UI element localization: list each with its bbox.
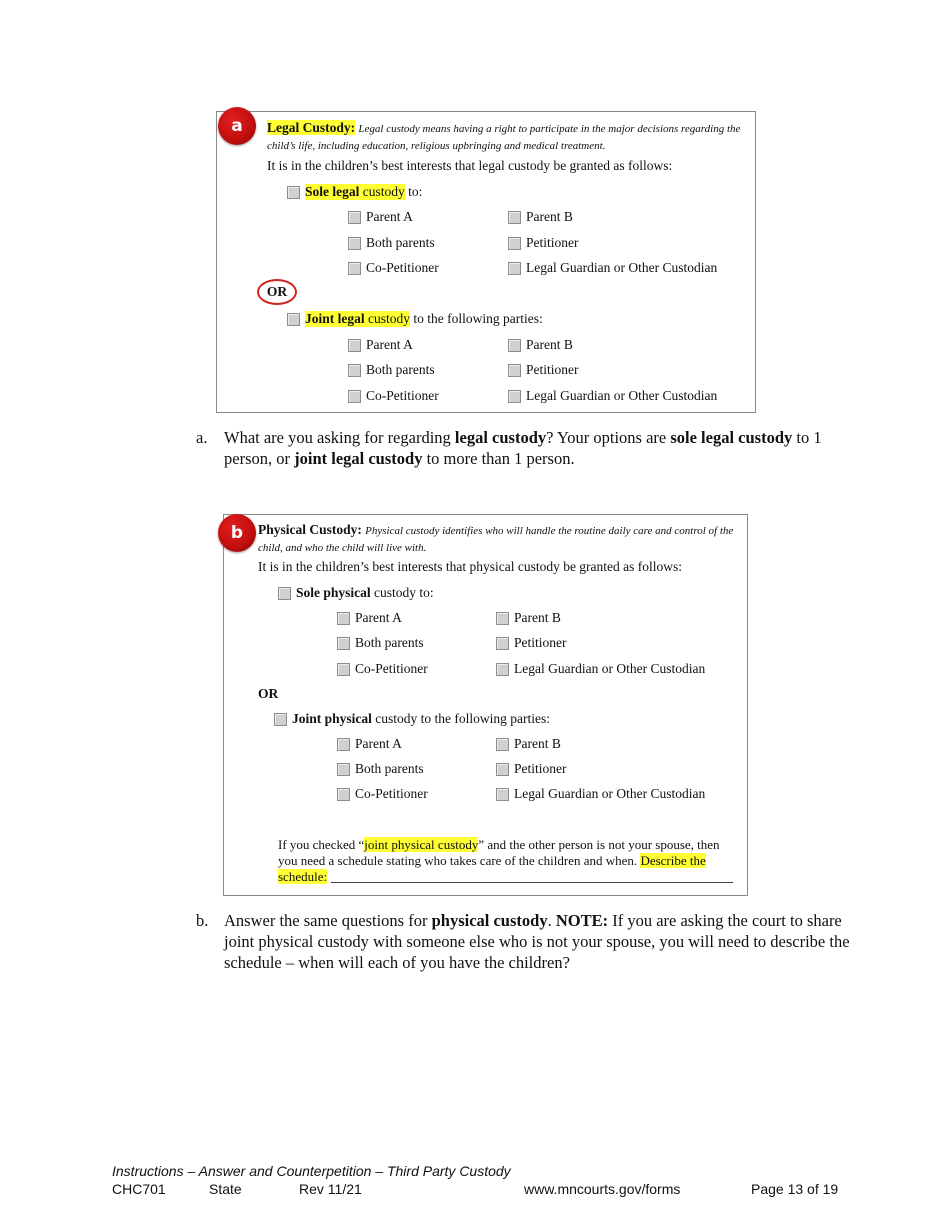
joint-legal-label-rest: to the following parties: xyxy=(413,311,543,326)
option-label: Legal Guardian or Other Custodian xyxy=(526,388,718,403)
legal-custody-heading xyxy=(267,120,751,154)
joint-physical-custody-option[interactable] xyxy=(274,711,550,727)
option-label: Petitioner xyxy=(514,635,567,650)
checkbox[interactable] xyxy=(337,663,350,676)
instruction-b-text: Answer the same questions for physical custody. NOTE: If you are asking the court to share joint physical custody with someone else who is not your spouse, you will need to describe the schedule – when will each of you have the children? xyxy=(224,911,850,972)
legal-joint-guardian[interactable] xyxy=(508,388,717,404)
physical-sole-co-petitioner[interactable] xyxy=(337,661,428,677)
physical-custody-title: Physical Custody: xyxy=(258,522,362,537)
option-label: Petitioner xyxy=(526,362,579,377)
sole-physical-label-rest: custody to: xyxy=(374,585,434,600)
sole-legal-custody-checkbox[interactable] xyxy=(287,186,300,199)
checkbox[interactable] xyxy=(496,738,509,751)
checkbox[interactable] xyxy=(508,339,521,352)
checkbox[interactable] xyxy=(348,390,361,403)
footer-website-link[interactable]: www.mncourts.gov/forms xyxy=(524,1181,681,1197)
checkbox[interactable] xyxy=(496,763,509,776)
legal-sole-co-petitioner[interactable] xyxy=(348,260,439,276)
option-label: Co-Petitioner xyxy=(366,260,439,275)
option-label: Both parents xyxy=(366,235,435,250)
footer-form-code: CHC701 xyxy=(112,1181,166,1197)
joint-legal-custody-option[interactable] xyxy=(287,311,543,327)
option-label: Legal Guardian or Other Custodian xyxy=(514,661,706,676)
option-label: Co-Petitioner xyxy=(355,661,428,676)
option-label: Parent A xyxy=(366,337,413,352)
physical-joint-parent-b[interactable] xyxy=(496,736,561,752)
sole-physical-label: Sole physical xyxy=(296,585,371,600)
option-label: Parent A xyxy=(366,209,413,224)
physical-sole-both-parents[interactable] xyxy=(337,635,424,651)
joint-physical-label-rest: custody to the following parties: xyxy=(375,711,551,726)
legal-joint-both-parents[interactable] xyxy=(348,362,435,378)
physical-custody-heading xyxy=(258,522,738,556)
instruction-a-number: a. xyxy=(196,428,208,447)
section-a-badge: a xyxy=(218,107,256,145)
footer-revision: Rev 11/21 xyxy=(299,1181,362,1197)
instruction-b-number: b. xyxy=(196,911,209,930)
option-label: Parent B xyxy=(526,337,573,352)
checkbox[interactable] xyxy=(508,364,521,377)
footer-doc-title: Instructions – Answer and Counterpetition – Third Party Custody xyxy=(112,1163,511,1179)
legal-sole-parent-a[interactable] xyxy=(348,209,413,225)
checkbox[interactable] xyxy=(337,612,350,625)
option-label: Co-Petitioner xyxy=(366,388,439,403)
option-label: Parent A xyxy=(355,610,402,625)
footer-jurisdiction: State xyxy=(209,1181,242,1197)
checkbox[interactable] xyxy=(496,788,509,801)
checkbox[interactable] xyxy=(337,637,350,650)
checkbox[interactable] xyxy=(337,738,350,751)
option-label: Petitioner xyxy=(514,761,567,776)
option-label: Parent B xyxy=(514,736,561,751)
option-label: Parent B xyxy=(514,610,561,625)
option-label: Legal Guardian or Other Custodian xyxy=(526,260,718,275)
checkbox[interactable] xyxy=(337,763,350,776)
physical-custody-intro: It is in the children’s best interests that physical custody be granted as follows: xyxy=(258,559,683,574)
joint-physical-label: Joint physical xyxy=(292,711,372,726)
sole-legal-custody-option[interactable] xyxy=(287,184,422,200)
instruction-a-text: What are you asking for regarding legal custody? Your options are sole legal custody to 1 person, or joint legal custody to more than 1 person. xyxy=(224,428,822,468)
sole-legal-custody-word: custody xyxy=(359,184,404,200)
legal-custody-description: Legal custody means having a right to participate in the major decisions regarding the child’s life, including education, religious upbringing and medical treatment. xyxy=(267,123,741,152)
option-label: Both parents xyxy=(355,635,424,650)
physical-sole-parent-a[interactable] xyxy=(337,610,402,626)
physical-sole-guardian[interactable] xyxy=(496,661,705,677)
joint-legal-custody-checkbox[interactable] xyxy=(287,313,300,326)
sole-legal-label: Sole legal xyxy=(305,184,360,199)
checkbox[interactable] xyxy=(496,612,509,625)
sole-physical-custody-option[interactable] xyxy=(278,585,434,601)
legal-joint-petitioner[interactable] xyxy=(508,362,579,378)
checkbox[interactable] xyxy=(508,211,521,224)
option-label: Legal Guardian or Other Custodian xyxy=(514,786,706,801)
joint-legal-custody-word: custody xyxy=(365,311,410,327)
checkbox[interactable] xyxy=(508,390,521,403)
option-label: Petitioner xyxy=(526,235,579,250)
option-label: Both parents xyxy=(366,362,435,377)
physical-joint-guardian[interactable] xyxy=(496,786,705,802)
legal-or-circled: OR xyxy=(257,279,297,305)
joint-physical-custody-checkbox[interactable] xyxy=(274,713,287,726)
section-b-badge: b xyxy=(218,514,256,552)
physical-or-label: OR xyxy=(258,686,279,701)
physical-sole-parent-b[interactable] xyxy=(496,610,561,626)
option-label: Parent B xyxy=(526,209,573,224)
instruction-b xyxy=(196,910,854,973)
legal-sole-parent-b[interactable] xyxy=(508,209,573,225)
sole-physical-custody-checkbox[interactable] xyxy=(278,587,291,600)
joint-legal-label: Joint legal xyxy=(305,311,365,326)
footer-page-number: Page 13 of 19 xyxy=(751,1181,839,1197)
sole-legal-label-rest: to: xyxy=(408,184,423,199)
joint-physical-schedule-note: If you checked “joint physical custody” and the other person is not your spouse, then you need a schedule stating who takes care of the children and when. Describe the schedule: xyxy=(278,837,720,884)
checkbox[interactable] xyxy=(348,237,361,250)
checkbox[interactable] xyxy=(348,364,361,377)
checkbox[interactable] xyxy=(496,663,509,676)
legal-sole-both-parents[interactable] xyxy=(348,235,435,251)
option-label: Parent A xyxy=(355,736,402,751)
checkbox[interactable] xyxy=(508,262,521,275)
checkbox[interactable] xyxy=(508,237,521,250)
legal-custody-title: Legal Custody: xyxy=(267,120,356,135)
physical-sole-petitioner[interactable] xyxy=(496,635,567,651)
physical-joint-petitioner[interactable] xyxy=(496,761,567,777)
legal-sole-petitioner[interactable] xyxy=(508,235,579,251)
legal-sole-guardian[interactable] xyxy=(508,260,717,276)
legal-custody-intro: It is in the children’s best interests that legal custody be granted as follows: xyxy=(267,158,673,173)
checkbox[interactable] xyxy=(348,211,361,224)
physical-joint-both-parents[interactable] xyxy=(337,761,424,777)
checkbox[interactable] xyxy=(348,339,361,352)
legal-joint-parent-b[interactable] xyxy=(508,337,573,353)
physical-joint-parent-a[interactable] xyxy=(337,736,402,752)
option-label: Both parents xyxy=(355,761,424,776)
checkbox[interactable] xyxy=(496,637,509,650)
legal-joint-parent-a[interactable] xyxy=(348,337,413,353)
option-label: Co-Petitioner xyxy=(355,786,428,801)
schedule-input-line[interactable] xyxy=(331,882,733,883)
instruction-a xyxy=(196,427,854,469)
legal-joint-co-petitioner[interactable] xyxy=(348,388,439,404)
checkbox[interactable] xyxy=(348,262,361,275)
checkbox[interactable] xyxy=(337,788,350,801)
physical-joint-co-petitioner[interactable] xyxy=(337,786,428,802)
physical-custody-description: Physical custody identifies who will handle the routine daily care and control of the child, and who the child will live with. xyxy=(258,525,734,554)
